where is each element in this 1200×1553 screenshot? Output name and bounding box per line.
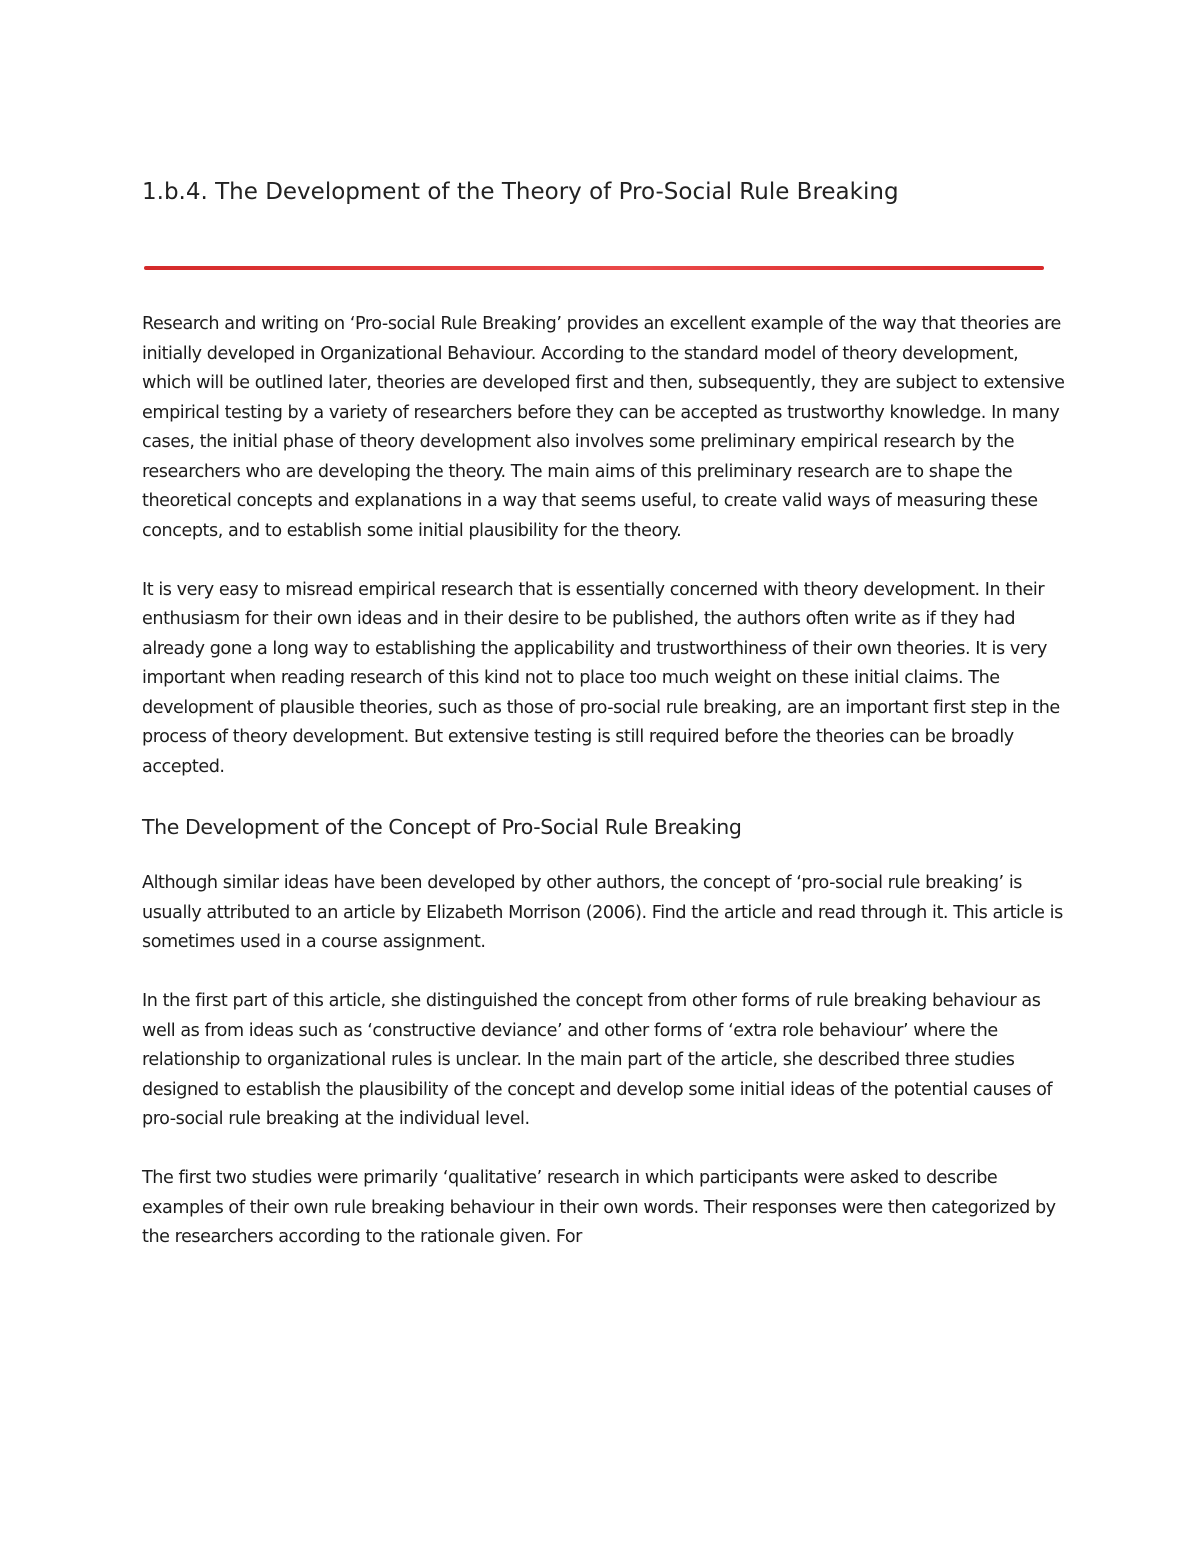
title-divider — [144, 266, 1044, 270]
body-paragraph-4: In the first part of this article, she distinguished the concept from other forms of rule breaking behaviour as well as from ideas such as ‘constructive deviance’ and other forms of ‘extra role behaviour’ where the relationship to organizational rules is unclear. In the main part of the article, she described three studies designed to establish the plausibility of the concept and develop some initial ideas of the potential causes of pro-social rule breaking at the individual level. — [142, 991, 1053, 1129]
body-paragraph-1: Research and writing on ‘Pro-social Rule Breaking’ provides an excellent example of the way that theories are initially developed in Organizational Behaviour. According to the standard model of theory development, which will be outlined later, theories are developed first and then, subsequently, they are subject to extensive empirical testing by a variety of researchers before they can be accepted as trustworthy knowledge. In many cases, the initial phase of theory development also involves some preliminary empirical research by the researchers who are developing the theory. The main aims of this preliminary research are to shape the theoretical concepts and explanations in a way that seems useful, to create valid ways of measuring these concepts, and to establish some initial plausibility for the theory. — [142, 314, 1065, 541]
body-paragraph-5: The first two studies were primarily ‘qualitative’ research in which participants were asked to describe examples of their own rule breaking behaviour in their own words. Their responses were then categorized by the researchers according to the rationale given. For — [142, 1168, 1056, 1247]
body-paragraph-3: Although similar ideas have been developed by other authors, the concept of ‘pro-social rule breaking’ is usually attributed to an article by Elizabeth Morrison (2006). Find the article and read through it. This article is sometimes used in a course assignment. — [142, 873, 1063, 952]
section-heading: The Development of the Concept of Pro-Social Rule Breaking — [142, 815, 742, 839]
document-title: 1.b.4. The Development of the Theory of Pro-Social Rule Breaking — [142, 179, 899, 205]
document-body — [142, 310, 1072, 1253]
body-paragraph-2: It is very easy to misread empirical research that is essentially concerned with theory development. In their enthusiasm for their own ideas and in their desire to be published, the authors often write as if they had already gone a long way to establishing the applicability and trustworthiness of their own theories. It is very important when reading research of this kind not to place too much weight on these initial claims. The development of plausible theories, such as those of pro-social rule breaking, are an important first step in the process of theory development. But extensive testing is still required before the theories can be broadly accepted. — [142, 579, 1060, 777]
